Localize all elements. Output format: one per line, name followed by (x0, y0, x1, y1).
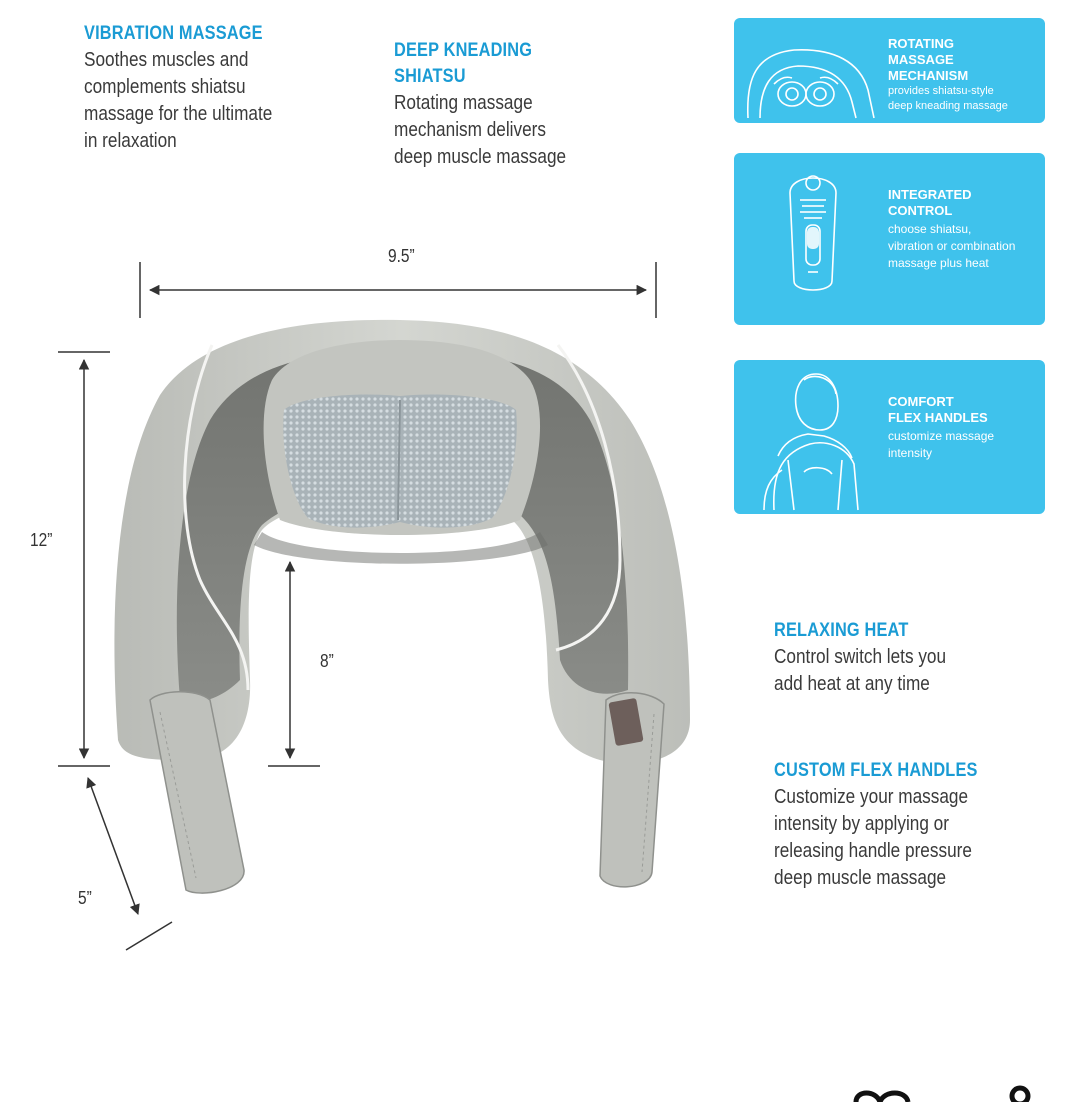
feature-kneading-text: Rotating massage mechanism delivers deep muscle massage (394, 92, 567, 168)
partial-logo-icon (850, 1082, 1040, 1102)
card-flex-title: COMFORT FLEX HANDLES (888, 394, 988, 425)
dimension-inner-height-label: 8” (320, 651, 334, 671)
card-rotating-mechanism (734, 18, 1045, 123)
feature-handles (774, 758, 1054, 892)
feature-vibration-text: Soothes muscles and complements shiatsu massage for the ultimate in relaxation (84, 49, 273, 152)
card-control-title: INTEGRATED CONTROL (888, 187, 972, 218)
card-rotating-title: ROTATING MASSAGE MECHANISM (888, 36, 969, 83)
feature-kneading-title: DEEP KNEADING SHIATSU (394, 40, 533, 87)
dimension-width-label: 9.5” (388, 246, 415, 266)
card-flex-text: customize massage intensity (888, 429, 995, 460)
feature-heat (774, 618, 1034, 698)
card-control-text: choose shiatsu, vibration or combination massage plus heat (888, 222, 1016, 270)
feature-heat-title: RELAXING HEAT (774, 620, 909, 641)
feature-handles-text: Customize your massage intensity by applying or releasing handle pressure deep muscle massage (774, 786, 972, 889)
feature-vibration-title: VIBRATION MASSAGE (84, 23, 263, 44)
dimension-height-label: 12” (30, 530, 53, 550)
feature-heat-text: Control switch lets you add heat at any time (774, 646, 947, 695)
card-integrated-control (734, 153, 1045, 325)
dimension-handle-label: 5” (78, 888, 92, 908)
feature-handles-title: CUSTOM FLEX HANDLES (774, 760, 978, 781)
card-rotating-text: provides shiatsu-style deep kneading massage (888, 85, 1008, 112)
card-comfort-flex (734, 360, 1045, 514)
